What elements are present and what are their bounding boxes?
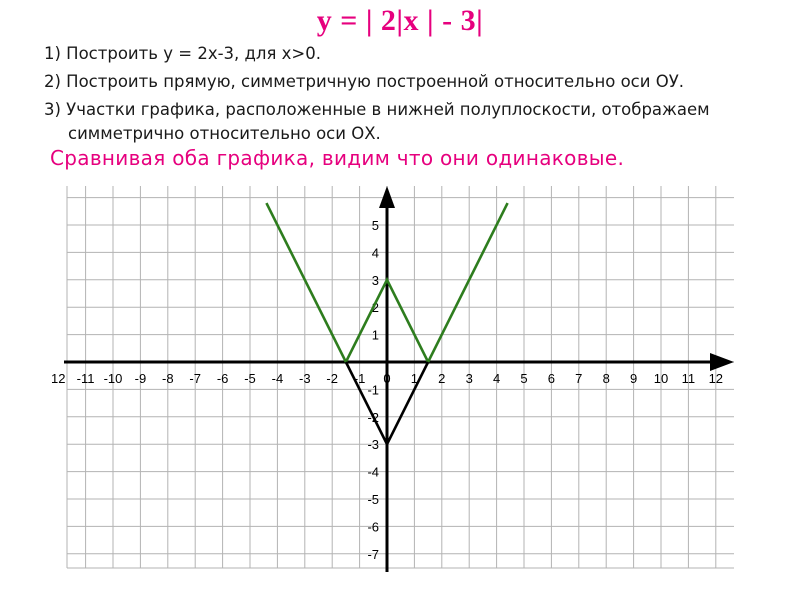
x-tick-label: -3: [299, 371, 311, 386]
instruction-step-3: 3) Участки графика, расположенные в нижней полуплоскости, отображаем симметрично относительно оси ОХ.: [44, 100, 710, 143]
conclusion-text: Сравнивая оба графика, видим что они одинаковые.: [50, 146, 625, 170]
x-tick-label: 2: [438, 371, 446, 386]
x-tick-label: -8: [162, 371, 174, 386]
x-tick-label: -2: [326, 371, 338, 386]
y-tick-label: -2: [367, 409, 379, 425]
instruction-step-2: 2) Построить прямую, симметричную построенной относительно оси ОУ.: [44, 72, 684, 91]
x-tick-label: 1: [410, 371, 419, 386]
y-tick-label: 3: [371, 272, 379, 288]
x-tick-label: 7: [575, 371, 583, 386]
y-tick-label: 1: [371, 327, 379, 343]
x-tick-label: -1: [353, 371, 366, 386]
x-tick-label: -11: [76, 371, 95, 386]
y-tick-label: -6: [367, 519, 379, 535]
instruction-step-1: 1) Построить y = 2x-3, для x>0.: [44, 44, 321, 63]
x-tick-label: -4: [271, 371, 284, 386]
x-tick-label: 11: [681, 371, 696, 386]
x-tick-label: 0: [383, 371, 391, 386]
y-tick-label: -1: [367, 382, 379, 398]
x-tick-label: 12: [708, 371, 724, 386]
y-tick-label: -7: [367, 546, 379, 562]
x-tick-label: -10: [103, 371, 123, 386]
x-tick-label: -6: [216, 371, 229, 386]
x-tick-label: 8: [602, 371, 610, 386]
x-tick-label: -9: [134, 371, 147, 386]
y-axis-arrow: [379, 186, 395, 208]
x-tick-label: 5: [520, 371, 528, 386]
y-tick-label: -4: [367, 464, 379, 480]
instruction-list: [44, 42, 774, 150]
y-tick-label: -5: [367, 492, 379, 507]
y-tick-label: 4: [371, 245, 379, 261]
x-tick-label: 10: [653, 371, 669, 386]
y-tick-label: 5: [371, 218, 379, 233]
x-tick-label: 3: [465, 371, 473, 386]
x-axis-arrow: [710, 353, 734, 371]
function-graph: [50, 184, 746, 574]
x-tick-label: -5: [244, 371, 256, 386]
x-tick-label: 9: [629, 371, 638, 386]
x-tick-label: 6: [547, 371, 556, 386]
y-tick-label: 2: [371, 300, 379, 316]
x-tick-label: -7: [189, 371, 201, 386]
page-title: y = | 2|x | - 3|: [316, 4, 484, 37]
x-tick-label: 4: [492, 371, 501, 386]
y-tick-label: -3: [367, 437, 379, 453]
x-tick-label: 12: [50, 371, 66, 386]
